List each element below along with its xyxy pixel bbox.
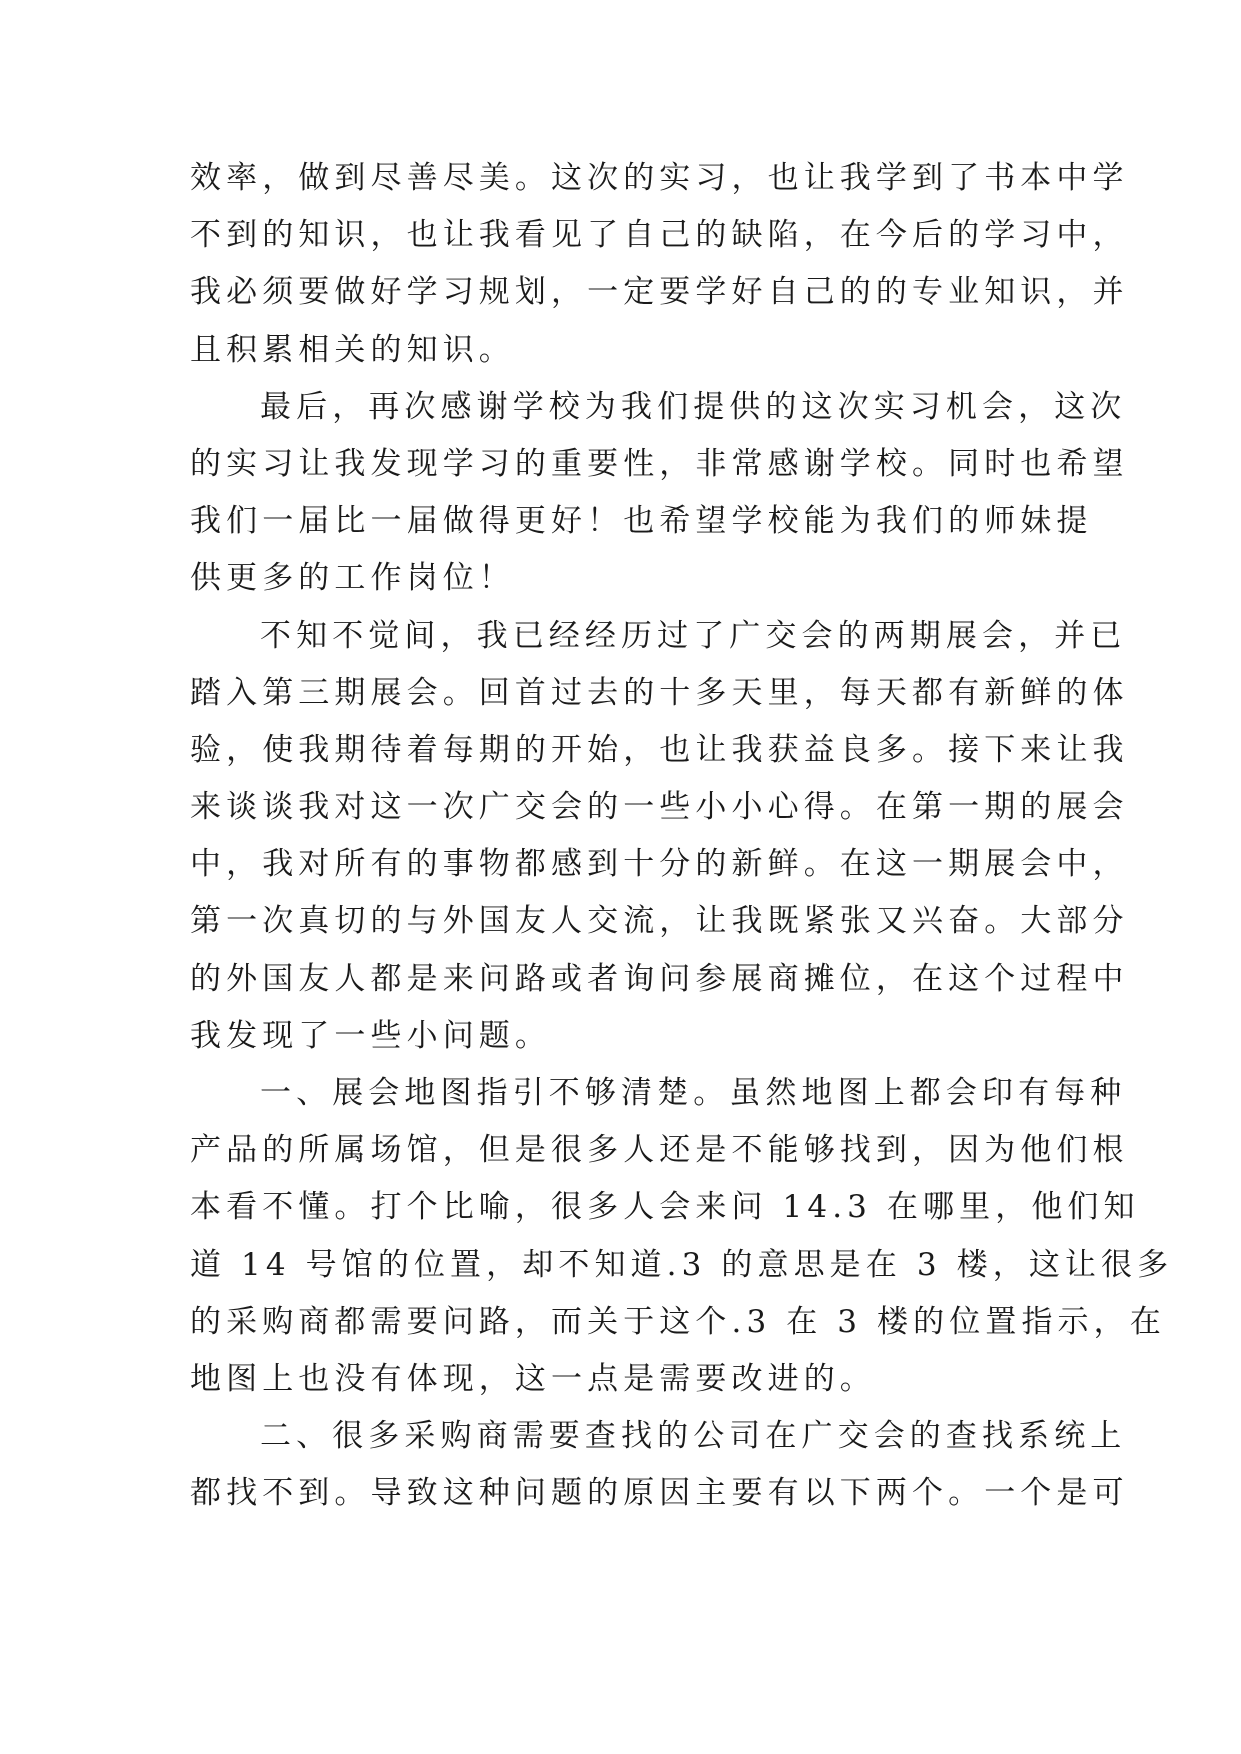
text-line: 道 14 号馆的位置，却不知道.3 的意思是在 3 楼，这让很多 — [190, 1246, 1174, 1283]
text-line: 效率，做到尽善尽美。这次的实习，也让我学到了书本中学 — [190, 160, 1129, 196]
paragraph-1 — [190, 150, 1129, 379]
text-line: 的采购商都需要问路，而关于这个.3 在 3 楼的位置指示，在 — [190, 1303, 1166, 1340]
text-line: 不到的知识，也让我看见了自己的缺陷，在今后的学习中， — [190, 217, 1129, 254]
paragraph-3 — [190, 608, 1129, 1066]
text-line: 产品的所属场馆，但是很多人还是不能够找到，因为他们根 — [190, 1132, 1129, 1169]
paragraph-2 — [190, 379, 1129, 608]
text-line: 验，使我期待着每期的开始，也让我获益良多。接下来让我 — [190, 731, 1129, 768]
text-line: 不知不觉间，我已经经历过了广交会的两期展会，并已 — [260, 617, 1127, 654]
text-line: 的外国友人都是来问路或者询问参展商摊位，在这个过程中 — [190, 960, 1129, 997]
text-line: 地图上也没有体现，这一点是需要改进的。 — [190, 1360, 876, 1397]
paragraph-5 — [190, 1408, 1129, 1522]
text-line: 最后，再次感谢学校为我们提供的这次实习机会，这次 — [260, 388, 1127, 425]
text-line: 我们一届比一届做得更好！也希望学校能为我们的师妹提 — [190, 503, 1093, 540]
text-line: 且积累相关的知识。 — [190, 331, 515, 368]
text-line: 来谈谈我对这一次广交会的一些小小心得。在第一期的展会 — [190, 789, 1129, 826]
text-line: 供更多的工作岗位！ — [190, 560, 515, 597]
text-line: 第一次真切的与外国友人交流，让我既紧张又兴奋。大部分 — [190, 903, 1129, 940]
text-line: 二、很多采购商需要查找的公司在广交会的查找系统上 — [260, 1418, 1127, 1455]
text-line: 我发现了一些小问题。 — [190, 1017, 551, 1054]
text-line: 都找不到。导致这种问题的原因主要有以下两个。一个是可 — [190, 1475, 1129, 1512]
text-line: 本看不懂。打个比喻，很多人会来问 14.3 在哪里，他们知 — [190, 1189, 1140, 1226]
text-line: 我必须要做好学习规划，一定要学好自己的的专业知识，并 — [190, 274, 1129, 311]
text-line: 的实习让我发现学习的重要性，非常感谢学校。同时也希望 — [190, 445, 1129, 482]
document-body — [190, 150, 1174, 1523]
text-line: 踏入第三期展会。回首过去的十多天里，每天都有新鲜的体 — [190, 674, 1129, 711]
text-line: 中，我对所有的事物都感到十分的新鲜。在这一期展会中， — [190, 846, 1129, 883]
text-line: 一、展会地图指引不够清楚。虽然地图上都会印有每种 — [260, 1075, 1127, 1111]
paragraph-4 — [190, 1065, 1174, 1408]
